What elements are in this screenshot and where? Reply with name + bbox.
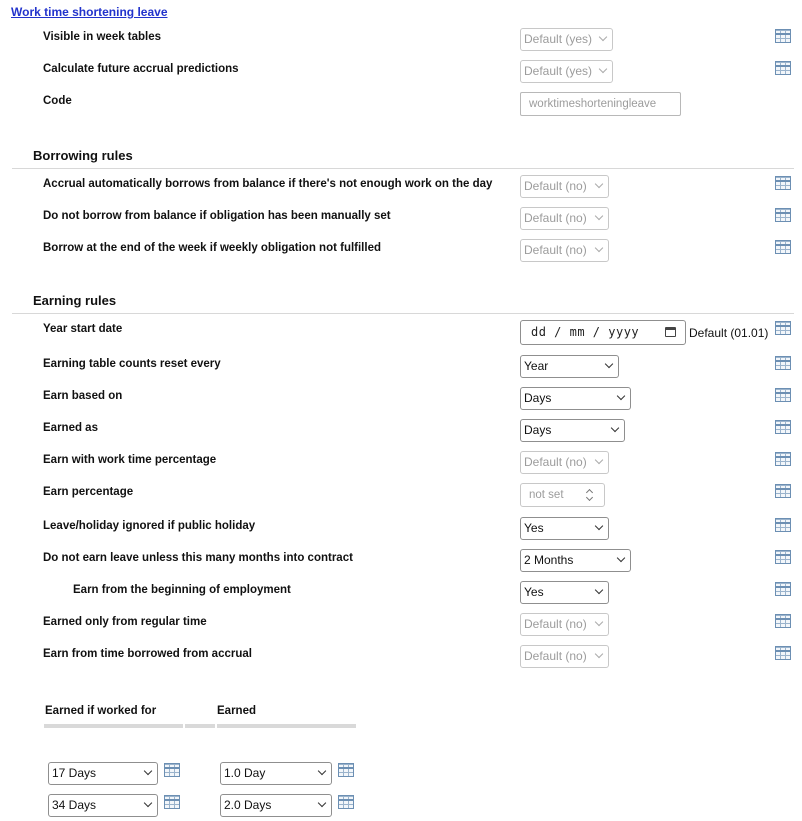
table-settings-icon[interactable]	[338, 763, 354, 777]
divider	[12, 313, 794, 314]
chevron-down-icon	[599, 65, 607, 73]
regular-value: Default (no)	[524, 617, 587, 631]
chevron-down-icon	[617, 554, 625, 562]
work-pct-value: Default (no)	[524, 455, 587, 469]
col-header-worked: Earned if worked for	[45, 705, 157, 717]
chevron-down-icon	[595, 180, 603, 188]
table-settings-icon[interactable]	[775, 452, 791, 466]
worked-value-1: 17 Days	[52, 766, 97, 780]
borrow-auto-value: Default (no)	[524, 179, 587, 193]
visible-label: Visible in week tables	[43, 31, 162, 43]
spinner-arrows-icon[interactable]	[584, 487, 596, 503]
chevron-down-icon	[595, 650, 603, 658]
months-label: Do not earn leave unless this many months into contract	[43, 552, 353, 564]
chevron-down-icon	[611, 424, 619, 432]
divider	[12, 168, 794, 169]
beginning-value: Yes	[524, 585, 544, 599]
col-divider	[44, 724, 183, 728]
table-settings-icon[interactable]	[775, 420, 791, 434]
future-select-value: Default (yes)	[524, 64, 593, 78]
reset-label: Earning table counts reset every	[43, 358, 221, 370]
borrowing-heading: Borrowing rules	[33, 148, 133, 163]
table-settings-icon[interactable]	[775, 321, 791, 335]
year-start-date-input[interactable]	[520, 320, 686, 345]
table-settings-icon[interactable]	[775, 614, 791, 628]
table-settings-icon[interactable]	[775, 29, 791, 43]
chevron-down-icon	[595, 244, 603, 252]
worked-select-1[interactable]	[48, 762, 158, 785]
future-select[interactable]	[520, 60, 613, 83]
year-start-default: Default (01.01)	[689, 326, 769, 340]
chevron-down-icon	[599, 33, 607, 41]
chevron-down-icon	[595, 456, 603, 464]
borrow-manual-value: Default (no)	[524, 211, 587, 225]
table-settings-icon[interactable]	[775, 356, 791, 370]
earning-heading: Earning rules	[33, 293, 117, 308]
code-label: Code	[43, 95, 72, 107]
borrow-week-label: Borrow at the end of the week if weekly obligation not fulfilled	[43, 242, 381, 254]
table-settings-icon[interactable]	[775, 388, 791, 402]
chevron-down-icon	[144, 799, 152, 807]
table-settings-icon[interactable]	[775, 550, 791, 564]
pct-placeholder: not set	[529, 489, 564, 501]
table-settings-icon[interactable]	[775, 518, 791, 532]
borrow-manual-label: Do not borrow from balance if obligation has been manually set	[43, 210, 391, 222]
earned-as-value: Days	[524, 423, 552, 437]
chevron-down-icon	[595, 212, 603, 220]
col-header-earned: Earned	[217, 705, 256, 717]
reset-select[interactable]	[520, 355, 619, 378]
regular-select[interactable]	[520, 613, 609, 636]
ignored-value: Yes	[524, 521, 544, 535]
ignored-select[interactable]	[520, 517, 609, 540]
borrowed-select[interactable]	[520, 645, 609, 668]
borrow-auto-select[interactable]	[520, 175, 609, 198]
table-settings-icon[interactable]	[775, 176, 791, 190]
table-settings-icon[interactable]	[775, 240, 791, 254]
visible-select[interactable]	[520, 28, 613, 51]
work-pct-label: Earn with work time percentage	[43, 454, 217, 466]
worked-select-2[interactable]	[48, 794, 158, 817]
borrowed-value: Default (no)	[524, 649, 587, 663]
table-settings-icon[interactable]	[775, 61, 791, 75]
page-title-link[interactable]: Work time shortening leave	[11, 5, 168, 19]
borrow-week-value: Default (no)	[524, 243, 587, 257]
earned-value-1: 1.0 Day	[224, 766, 266, 780]
ignored-label: Leave/holiday ignored if public holiday	[43, 520, 256, 532]
regular-label: Earned only from regular time	[43, 616, 207, 628]
work-pct-select[interactable]	[520, 451, 609, 474]
pct-label: Earn percentage	[43, 486, 134, 498]
table-settings-icon[interactable]	[338, 795, 354, 809]
col-divider	[217, 724, 356, 728]
borrowed-label: Earn from time borrowed from accrual	[43, 648, 252, 660]
chevron-down-icon	[617, 392, 625, 400]
earned-select-1[interactable]	[220, 762, 332, 785]
future-label: Calculate future accrual predictions	[43, 63, 239, 75]
table-settings-icon[interactable]	[775, 582, 791, 596]
col-divider	[185, 724, 215, 728]
based-on-select[interactable]	[520, 387, 631, 410]
reset-value: Year	[524, 359, 549, 373]
code-input[interactable]: worktimeshorteningleave	[520, 92, 681, 116]
borrow-manual-select[interactable]	[520, 207, 609, 230]
months-value: 2 Months	[524, 553, 574, 567]
table-settings-icon[interactable]	[164, 763, 180, 777]
chevron-down-icon	[318, 767, 326, 775]
chevron-down-icon	[595, 618, 603, 626]
chevron-down-icon	[595, 586, 603, 594]
beginning-label: Earn from the beginning of employment	[73, 584, 291, 596]
based-on-label: Earn based on	[43, 390, 123, 402]
worked-value-2: 34 Days	[52, 798, 97, 812]
borrow-week-select[interactable]	[520, 239, 609, 262]
visible-select-value: Default (yes)	[524, 32, 593, 46]
table-settings-icon[interactable]	[775, 208, 791, 222]
year-start-placeholder: dd / mm / yyyy	[531, 325, 640, 339]
based-on-value: Days	[524, 391, 552, 405]
earned-as-label: Earned as	[43, 422, 98, 434]
pct-number-input[interactable]	[520, 483, 605, 507]
earned-as-select[interactable]	[520, 419, 625, 442]
earned-select-2[interactable]	[220, 794, 332, 817]
table-settings-icon[interactable]	[775, 484, 791, 498]
chevron-down-icon	[318, 799, 326, 807]
borrow-auto-label: Accrual automatically borrows from balance if there's not enough work on the day	[43, 178, 493, 190]
chevron-down-icon	[595, 522, 603, 530]
table-settings-icon[interactable]	[164, 795, 180, 809]
calendar-icon[interactable]	[665, 327, 676, 337]
chevron-down-icon	[605, 360, 613, 368]
beginning-select[interactable]	[520, 581, 609, 604]
months-select[interactable]	[520, 549, 631, 572]
table-settings-icon[interactable]	[775, 646, 791, 660]
year-start-label: Year start date	[43, 323, 123, 335]
earned-value-2: 2.0 Days	[224, 798, 272, 812]
chevron-down-icon	[144, 767, 152, 775]
